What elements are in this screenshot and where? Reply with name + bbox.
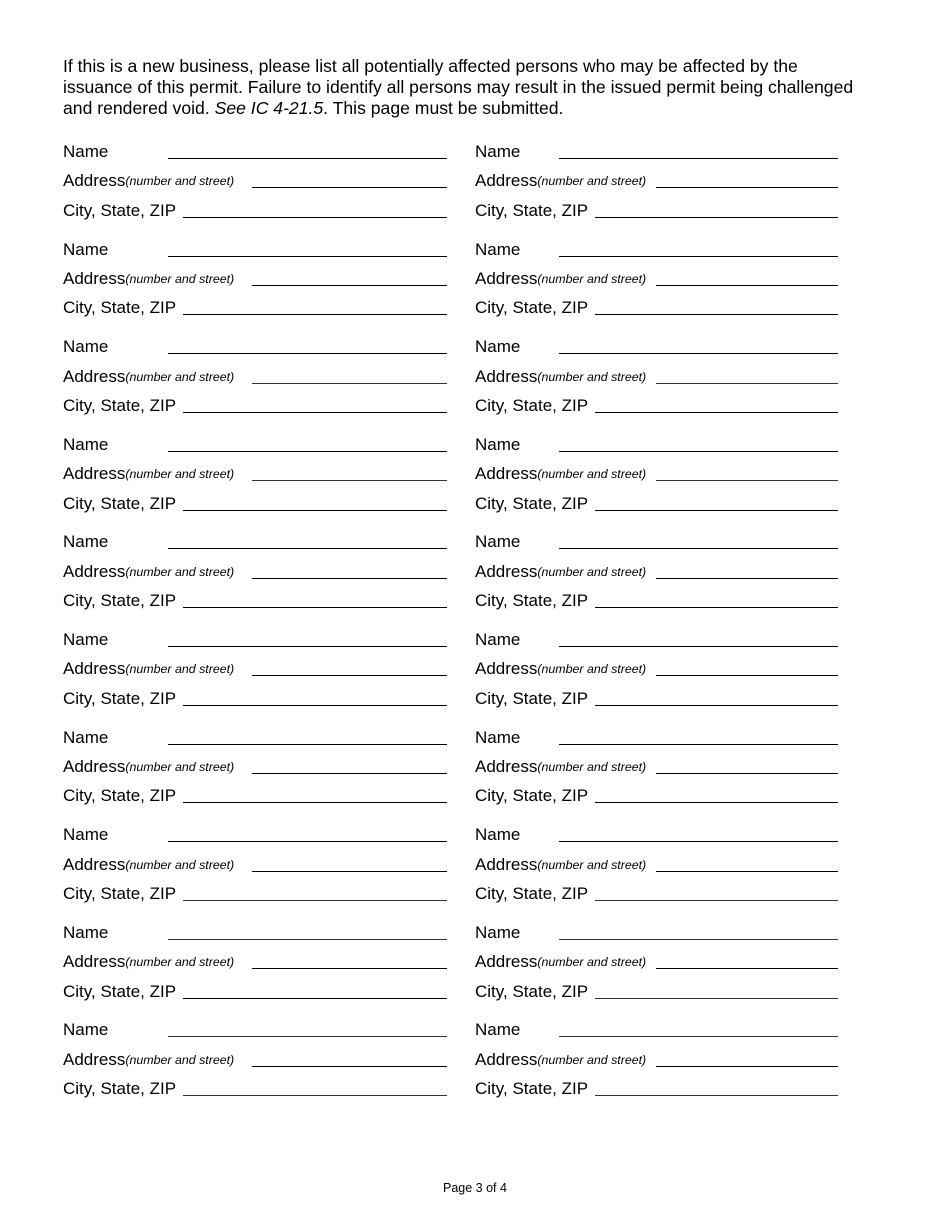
address-hint: (number and street) <box>537 174 647 189</box>
city-state-zip-field[interactable] <box>183 607 447 608</box>
address-label <box>475 267 646 289</box>
city-label-text: City, State, ZIP <box>63 688 177 708</box>
name-label <box>63 823 108 845</box>
city-state-zip-field[interactable] <box>183 998 447 999</box>
city-label-text: City, State, ZIP <box>63 298 177 318</box>
city-label <box>475 492 588 514</box>
address-field[interactable] <box>656 383 838 384</box>
name-field[interactable] <box>559 158 838 159</box>
name-label <box>475 1018 520 1040</box>
address-label <box>475 365 646 387</box>
name-field[interactable] <box>559 646 838 647</box>
address-hint: (number and street) <box>537 760 647 774</box>
address-label-text: Address <box>63 952 126 972</box>
city-label <box>63 882 176 904</box>
name-label-text: Name <box>63 337 109 357</box>
address-field[interactable] <box>252 675 447 676</box>
name-field[interactable] <box>168 1036 447 1037</box>
name-label <box>63 921 108 943</box>
city-label <box>63 980 176 1002</box>
city-label-text: City, State, ZIP <box>63 396 177 415</box>
city-label <box>475 882 588 904</box>
address-field[interactable] <box>252 968 447 969</box>
city-label-text: City, State, ZIP <box>475 688 589 708</box>
address-field[interactable] <box>252 773 447 774</box>
city-state-zip-field[interactable] <box>595 607 838 608</box>
city-label <box>63 199 176 221</box>
city-label-text: City, State, ZIP <box>63 493 177 513</box>
city-label-text: City, State, ZIP <box>63 200 177 220</box>
name-label <box>63 433 108 455</box>
address-label-text: Address <box>475 854 538 874</box>
address-label <box>63 462 234 484</box>
name-label <box>475 628 520 650</box>
city-state-zip-field[interactable] <box>595 217 838 218</box>
address-label <box>63 365 234 387</box>
name-label-text: Name <box>475 630 521 649</box>
address-label <box>475 1048 646 1070</box>
city-label-text: City, State, ZIP <box>63 786 177 806</box>
name-label <box>63 140 108 162</box>
address-field[interactable] <box>252 1066 447 1067</box>
name-label-text: Name <box>63 1020 109 1040</box>
address-hint: (number and street) <box>125 857 235 872</box>
address-label-text: Address <box>475 269 538 288</box>
city-state-zip-field[interactable] <box>183 1095 447 1096</box>
city-label <box>475 784 588 806</box>
address-label <box>475 755 646 777</box>
address-hint: (number and street) <box>125 369 235 384</box>
address-label <box>63 950 234 972</box>
address-hint: (number and street) <box>537 272 647 286</box>
address-field[interactable] <box>656 578 838 579</box>
city-label-text: City, State, ZIP <box>475 786 589 806</box>
name-field[interactable] <box>168 646 447 647</box>
name-label <box>63 530 108 552</box>
address-hint: (number and street) <box>125 760 235 774</box>
address-label <box>475 657 646 679</box>
address-label <box>63 1048 234 1070</box>
city-label <box>63 296 176 318</box>
address-label-text: Address <box>63 366 126 386</box>
address-hint: (number and street) <box>537 1052 647 1067</box>
address-label-text: Address <box>63 171 126 191</box>
address-label <box>475 853 646 875</box>
city-label-text: City, State, ZIP <box>475 981 589 1001</box>
city-state-zip-field[interactable] <box>183 412 447 413</box>
name-label <box>475 140 520 162</box>
address-label <box>63 657 234 679</box>
address-field[interactable] <box>252 871 447 872</box>
address-hint: (number and street) <box>125 467 235 482</box>
name-label-text: Name <box>475 239 521 259</box>
address-label-text: Address <box>63 269 126 288</box>
address-hint: (number and street) <box>125 1052 235 1067</box>
name-label-text: Name <box>63 434 109 454</box>
address-hint: (number and street) <box>125 564 235 579</box>
name-field[interactable] <box>168 256 447 257</box>
city-state-zip-field[interactable] <box>595 900 838 901</box>
address-label <box>475 169 646 191</box>
name-label <box>63 628 108 650</box>
address-label-text: Address <box>475 952 538 972</box>
address-label-text: Address <box>63 659 126 679</box>
address-label-text: Address <box>63 561 126 581</box>
name-label <box>475 530 520 552</box>
address-label <box>63 267 234 289</box>
address-label-text: Address <box>475 1049 538 1069</box>
name-label-text: Name <box>63 825 109 845</box>
page-number: Page 3 of 4 <box>443 1181 507 1195</box>
name-field[interactable] <box>559 451 838 452</box>
name-label-text: Name <box>63 239 109 259</box>
address-hint: (number and street) <box>537 857 647 872</box>
city-label <box>475 589 588 611</box>
city-label <box>63 492 176 514</box>
address-field[interactable] <box>656 968 838 969</box>
statute-citation: See IC 4-21.5 <box>214 98 324 118</box>
name-label-text: Name <box>63 727 109 747</box>
name-field[interactable] <box>168 353 447 354</box>
name-field[interactable] <box>559 1036 838 1037</box>
name-field[interactable] <box>168 939 447 940</box>
name-label <box>475 921 520 943</box>
city-label-text: City, State, ZIP <box>475 591 589 611</box>
name-label-text: Name <box>63 630 109 649</box>
name-label-text: Name <box>475 1020 521 1040</box>
city-state-zip-field[interactable] <box>183 510 447 511</box>
address-field[interactable] <box>252 383 447 384</box>
city-state-zip-field[interactable] <box>595 802 838 803</box>
address-hint: (number and street) <box>537 467 647 482</box>
city-label <box>475 980 588 1002</box>
address-field[interactable] <box>656 675 838 676</box>
city-label <box>475 199 588 221</box>
name-label <box>475 335 520 357</box>
name-field[interactable] <box>559 841 838 842</box>
address-hint: (number and street) <box>537 955 647 970</box>
name-label-text: Name <box>63 142 109 161</box>
address-hint: (number and street) <box>537 662 647 677</box>
name-label-text: Name <box>475 825 521 845</box>
name-label-text: Name <box>475 337 521 357</box>
name-field[interactable] <box>168 744 447 745</box>
name-label-text: Name <box>475 434 521 454</box>
city-label-text: City, State, ZIP <box>475 200 589 220</box>
address-label-text: Address <box>475 171 538 191</box>
address-label <box>63 755 234 777</box>
city-label-text: City, State, ZIP <box>63 591 177 611</box>
address-label <box>63 169 234 191</box>
instructions-text-end: . This page must be submitted. <box>323 98 564 118</box>
name-label <box>475 238 520 260</box>
address-hint: (number and street) <box>125 174 235 189</box>
address-hint: (number and street) <box>537 564 647 579</box>
city-label-text: City, State, ZIP <box>475 396 589 415</box>
address-hint: (number and street) <box>125 662 235 677</box>
name-label-text: Name <box>63 922 109 942</box>
address-label <box>63 853 234 875</box>
address-field[interactable] <box>656 187 838 188</box>
city-state-zip-field[interactable] <box>183 217 447 218</box>
address-label-text: Address <box>63 1049 126 1069</box>
name-field[interactable] <box>559 353 838 354</box>
address-label <box>475 560 646 582</box>
city-state-zip-field[interactable] <box>595 314 838 315</box>
name-field[interactable] <box>559 939 838 940</box>
address-field[interactable] <box>656 773 838 774</box>
city-label-text: City, State, ZIP <box>63 981 177 1001</box>
address-field[interactable] <box>252 187 447 188</box>
address-field[interactable] <box>252 285 447 286</box>
address-label-text: Address <box>63 757 126 776</box>
name-field[interactable] <box>559 256 838 257</box>
instructions-text: If this is a new business, please list all potentially affected persons who may be affected by the issuance of this permit. Failure to identify all persons may result in the issued permit being challenged and rendered void. <box>63 56 854 118</box>
address-label-text: Address <box>475 659 538 679</box>
city-label <box>63 589 176 611</box>
city-label-text: City, State, ZIP <box>63 1079 177 1099</box>
city-label <box>63 394 176 416</box>
address-field[interactable] <box>252 480 447 481</box>
city-label-text: City, State, ZIP <box>475 298 589 318</box>
name-field[interactable] <box>168 158 447 159</box>
address-label-text: Address <box>475 757 538 776</box>
address-hint: (number and street) <box>125 955 235 970</box>
name-field[interactable] <box>168 548 447 549</box>
address-label-text: Address <box>475 561 538 581</box>
name-label <box>475 433 520 455</box>
city-label <box>63 784 176 806</box>
address-label-text: Address <box>63 464 126 484</box>
name-label-text: Name <box>475 142 521 161</box>
address-field[interactable] <box>656 480 838 481</box>
address-label-text: Address <box>475 464 538 484</box>
address-label-text: Address <box>63 854 126 874</box>
name-label-text: Name <box>475 727 521 747</box>
address-label <box>475 462 646 484</box>
name-label-text: Name <box>63 532 109 552</box>
address-hint: (number and street) <box>537 369 647 384</box>
address-field[interactable] <box>656 871 838 872</box>
name-label-text: Name <box>475 922 521 942</box>
address-field[interactable] <box>252 578 447 579</box>
city-state-zip-field[interactable] <box>595 705 838 706</box>
city-state-zip-field[interactable] <box>183 802 447 803</box>
name-field[interactable] <box>559 548 838 549</box>
city-state-zip-field[interactable] <box>183 900 447 901</box>
address-label-text: Address <box>475 366 538 386</box>
city-label <box>63 1077 176 1099</box>
address-hint: (number and street) <box>125 272 235 286</box>
city-label <box>475 687 588 709</box>
city-label-text: City, State, ZIP <box>475 884 589 903</box>
name-label <box>63 1018 108 1040</box>
name-field[interactable] <box>168 451 447 452</box>
city-state-zip-field[interactable] <box>595 510 838 511</box>
address-label <box>475 950 646 972</box>
name-label <box>475 726 520 748</box>
city-state-zip-field[interactable] <box>595 412 838 413</box>
city-label-text: City, State, ZIP <box>63 884 177 903</box>
city-label <box>475 394 588 416</box>
address-label <box>63 560 234 582</box>
city-label <box>475 1077 588 1099</box>
city-state-zip-field[interactable] <box>183 705 447 706</box>
name-label-text: Name <box>475 532 521 552</box>
city-label <box>63 687 176 709</box>
address-field[interactable] <box>656 1066 838 1067</box>
name-label <box>63 335 108 357</box>
city-state-zip-field[interactable] <box>595 1095 838 1096</box>
city-label-text: City, State, ZIP <box>475 493 589 513</box>
name-label <box>475 823 520 845</box>
address-field[interactable] <box>656 285 838 286</box>
name-label <box>63 238 108 260</box>
city-state-zip-field[interactable] <box>595 998 838 999</box>
name-label <box>63 726 108 748</box>
name-field[interactable] <box>168 841 447 842</box>
city-label <box>475 296 588 318</box>
city-state-zip-field[interactable] <box>183 314 447 315</box>
city-label-text: City, State, ZIP <box>475 1079 589 1099</box>
name-field[interactable] <box>559 744 838 745</box>
